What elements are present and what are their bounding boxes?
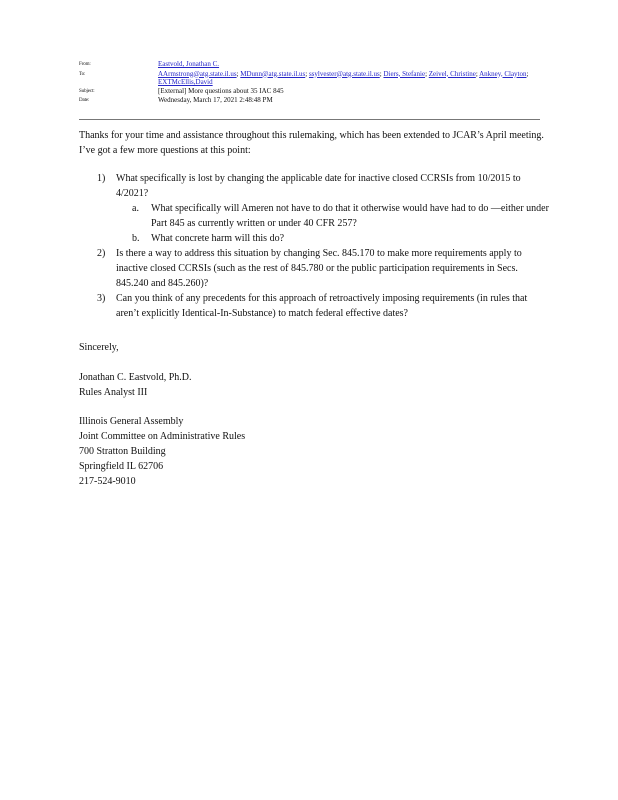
sub-list-letter: a.	[132, 203, 139, 214]
list-text: Is there a way to address this situation by changing Sec. 845.170 to make more requirements apply to inactive closed CCRSIs (such as the rest of 845.780 or the public participation requirements in Secs. 845.240 and 845.260)?	[116, 248, 522, 289]
to-recipients: AArmstrong@atg.state.il.us; MDunn@atg.state.il.us; ssylvester@atg.state.il.us; Diers, Stefanie; Zeivel, Christine; Ankney, Clayton; EXTMcEllis,David	[158, 69, 529, 86]
recipient-link[interactable]: Zeivel, Christine	[428, 69, 476, 78]
recipient-link[interactable]: Ankney, Clayton	[479, 69, 527, 78]
from-label: From:	[79, 62, 91, 67]
closing-salutation: Sincerely,	[79, 342, 119, 353]
sub-list-item	[116, 201, 549, 231]
intro-paragraph: Thanks for your time and assistance throughout this rulemaking, which has been extended to JCAR’s April meeting. I’ve got a few more questions at this point:	[79, 130, 544, 156]
org-line: Joint Committee on Administrative Rules	[79, 431, 246, 442]
org-line: Illinois General Assembly	[79, 416, 184, 427]
date-label: Date:	[79, 98, 90, 103]
to-row	[79, 70, 539, 87]
recipient-link[interactable]: AArmstrong@atg.state.il.us	[158, 69, 237, 78]
list-number: 3)	[97, 293, 106, 304]
list-item	[79, 291, 549, 321]
sub-list-letter: b.	[132, 233, 140, 244]
subject-value: [External] More questions about 35 IAC 845	[158, 86, 284, 95]
list-text: Can you think of any precedents for this approach of retroactively imposing requirements (in rules that aren’t explicitly Identical-In-Substance) to match federal effective dates?	[116, 293, 528, 319]
signature-title: Rules Analyst III	[79, 387, 148, 398]
recipient-link[interactable]: Diers, Stefanie	[383, 69, 426, 78]
question-list	[79, 171, 549, 321]
sub-list-text: What specifically will Ameren not have to do that it otherwise would have had to do —either under Part 845 as currently written or under 40 CFR 257?	[151, 203, 549, 229]
recipient-link[interactable]: EXTMcEllis,David	[158, 78, 213, 86]
date-value: Wednesday, March 17, 2021 2:48:48 PM	[158, 96, 273, 104]
organization-block	[79, 414, 559, 489]
header-divider	[79, 119, 540, 120]
date-row	[79, 96, 539, 106]
subject-label: Subject:	[79, 88, 95, 94]
list-number: 2)	[97, 248, 106, 259]
org-line: 700 Stratton Building	[79, 446, 166, 457]
signature-block	[79, 370, 559, 400]
list-text: What specifically is lost by changing the applicable date for inactive closed CCRSIs from 10/2015 to 4/2021?	[116, 173, 521, 199]
sub-list-item	[116, 231, 549, 246]
org-phone: 217-524-9010	[79, 476, 136, 487]
from-sender-link[interactable]: Eastvold, Jonathan C.	[158, 60, 220, 68]
org-line: Springfield IL 62706	[79, 461, 164, 472]
from-row	[79, 60, 539, 70]
recipient-link[interactable]: ssylvester@atg.state.il.us	[308, 69, 380, 78]
list-item	[79, 171, 549, 201]
recipient-link[interactable]: MDunn@atg.state.il.us	[240, 69, 306, 78]
sub-list-text: What concrete harm will this do?	[151, 233, 285, 244]
subject-row	[79, 87, 539, 97]
email-header	[79, 60, 539, 106]
to-label: To:	[79, 71, 86, 77]
list-item	[79, 246, 549, 291]
signature-name: Jonathan C. Eastvold, Ph.D.	[79, 372, 192, 383]
list-number: 1)	[97, 173, 106, 184]
